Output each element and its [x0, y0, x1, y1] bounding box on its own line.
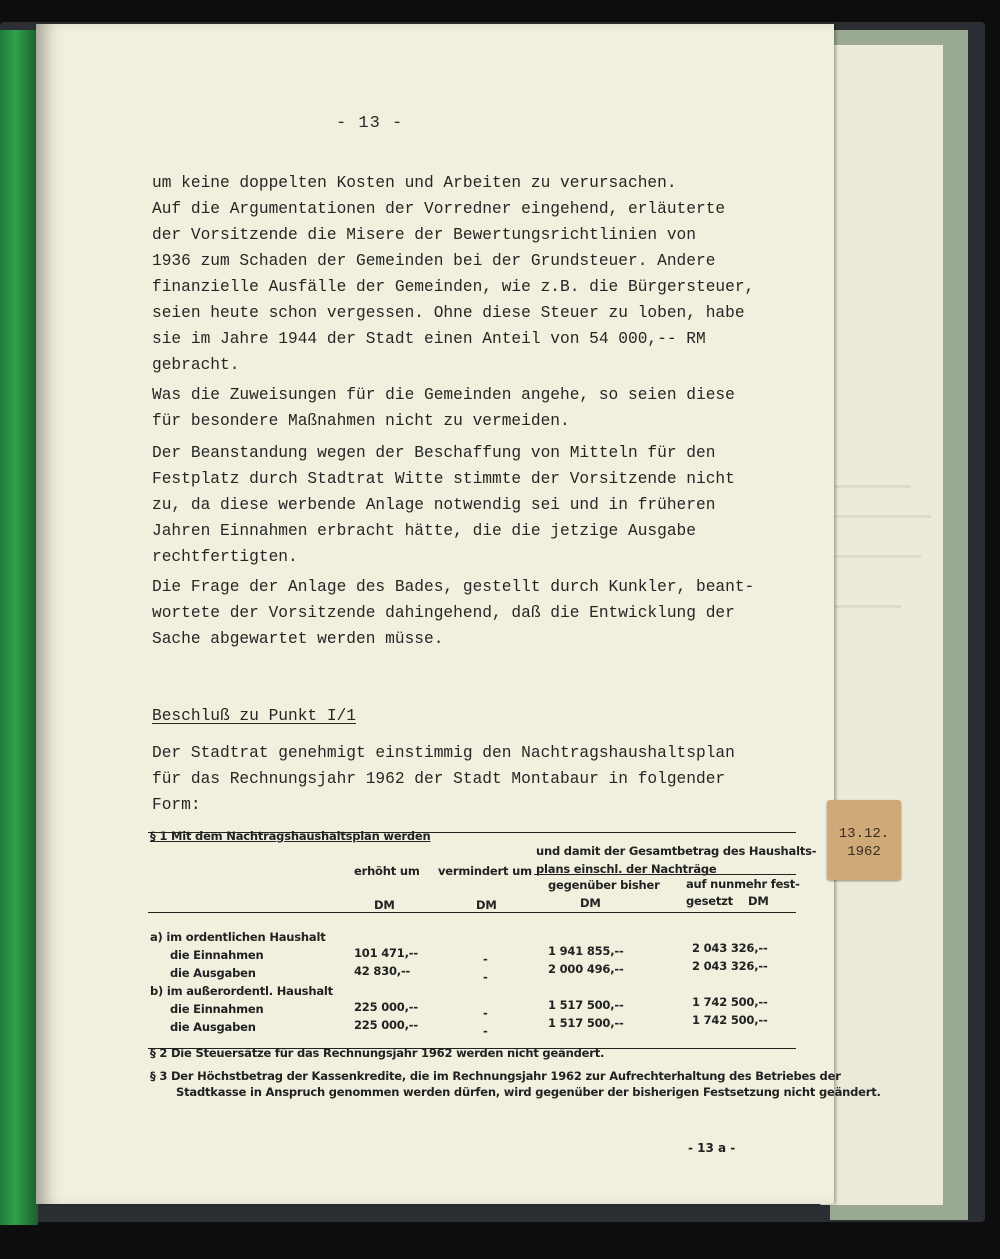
row-label: die Einnahmen — [170, 1002, 264, 1016]
table-rule-top — [148, 832, 796, 833]
resolution-text: Der Stadtrat genehmigt einstimmig den Nachtragshaushaltsplan für das Rechnungsjahr 1962 der Stadt Montabaur in folgender Form: — [152, 744, 735, 814]
page-footer: - 13 a - — [688, 1141, 736, 1155]
header-decreased: vermindert um — [438, 864, 532, 878]
paragraph-3: Der Beanstandung wegen der Beschaffung von Mitteln für den Festplatz durch Stadtrat Witte stimmte der Vorsitzende nicht zu, da diese werbende Anlage notwendig sei und in früheren Jahren Einnahmen erbracht hätte, die die jetzige Ausgabe rechtfertigten. — [152, 444, 735, 566]
header-previous: gegenüber bisher — [548, 878, 660, 892]
cell-decreased: - — [483, 1024, 488, 1038]
footnote-2: § 2 Die Steuersätze für das Rechnungsjahr 1962 werden nicht geändert. — [150, 1046, 605, 1060]
row-label: die Ausgaben — [170, 1020, 256, 1034]
date-tag — [827, 800, 901, 880]
footnote-3-line2: Stadtkasse in Anspruch genommen werden dürfen, wird gegenüber der bisherigen Festsetzung nicht geändert. — [176, 1085, 881, 1099]
paragraph-4: Die Frage der Anlage des Bades, gestellt durch Kunkler, beant- wortete der Vorsitzende dahingehend, daß die Entwicklung der Sache abgewartet werden müsse. — [152, 578, 755, 648]
table-rule-header — [148, 912, 796, 913]
header-new-line1: auf nunmehr fest- — [686, 877, 800, 891]
table-caption: § 1 Mit dem Nachtragshaushaltsplan werden — [150, 829, 431, 843]
currency-new: DM — [748, 894, 769, 908]
row-label: die Ausgaben — [170, 966, 256, 980]
cell-new: 2 043 326,-- — [692, 941, 768, 955]
cell-increased: 101 471,-- — [354, 946, 418, 960]
paragraph-1: um keine doppelten Kosten und Arbeiten zu verursachen. Auf die Argumentationen der Vorredner eingehend, erläuterte der Vorsitzende die Misere der Bewertungsrichtlinien von 1936 zum Schaden der Gemeinden bei der Grundsteuer. Andere finanzielle Ausfälle der Gemeinden, wie z.B. die Bürgersteuer, seien heute schon vergessen. Ohne diese Steuer zu loben, habe sie im Jahre 1944 der Stadt einen Anteil von 54 000,-- RM gebracht. — [152, 174, 755, 374]
cell-decreased: - — [483, 970, 488, 984]
cell-decreased: - — [483, 952, 488, 966]
cell-decreased: - — [483, 1006, 488, 1020]
footnote-3-line1: § 3 Der Höchstbetrag der Kassenkredite, die im Rechnungsjahr 1962 zur Aufrechterhaltung des Betriebes der — [150, 1069, 841, 1083]
cell-previous: 1 517 500,-- — [548, 998, 624, 1012]
page-number: - 13 - — [336, 114, 404, 133]
section-title-a: a) im ordentlichen Haushalt — [150, 930, 326, 944]
cell-increased: 42 830,-- — [354, 964, 411, 978]
header-total-rule — [534, 874, 796, 875]
paragraph-2: Was die Zuweisungen für die Gemeinden angehe, so seien diese für besondere Maßnahmen nicht zu vermeiden. — [152, 386, 735, 430]
row-label: die Einnahmen — [170, 948, 264, 962]
currency-increased: DM — [374, 898, 395, 912]
cell-increased: 225 000,-- — [354, 1018, 418, 1032]
section-title-b: b) im außerordentl. Haushalt — [150, 984, 333, 998]
date-tag-year: 1962 — [847, 844, 881, 860]
cell-new: 1 742 500,-- — [692, 995, 768, 1009]
cell-new: 1 742 500,-- — [692, 1013, 768, 1027]
underlying-page — [820, 45, 943, 1205]
cell-new: 2 043 326,-- — [692, 959, 768, 973]
binder-spine — [0, 30, 38, 1225]
cell-previous: 2 000 496,-- — [548, 962, 624, 976]
header-new-line2: gesetzt — [686, 894, 733, 908]
date-tag-day: 13.12. — [838, 826, 890, 842]
currency-previous: DM — [580, 896, 601, 910]
header-total-line1: und damit der Gesamtbetrag des Haushalts- — [536, 844, 817, 858]
currency-decreased: DM — [476, 898, 497, 912]
cell-previous: 1 517 500,-- — [548, 1016, 624, 1030]
cell-previous: 1 941 855,-- — [548, 944, 624, 958]
resolution-heading: Beschluß zu Punkt I/1 — [152, 707, 356, 725]
header-increased: erhöht um — [354, 864, 420, 878]
header-total-line2: plans einschl. der Nachträge — [536, 862, 717, 876]
cell-increased: 225 000,-- — [354, 1000, 418, 1014]
